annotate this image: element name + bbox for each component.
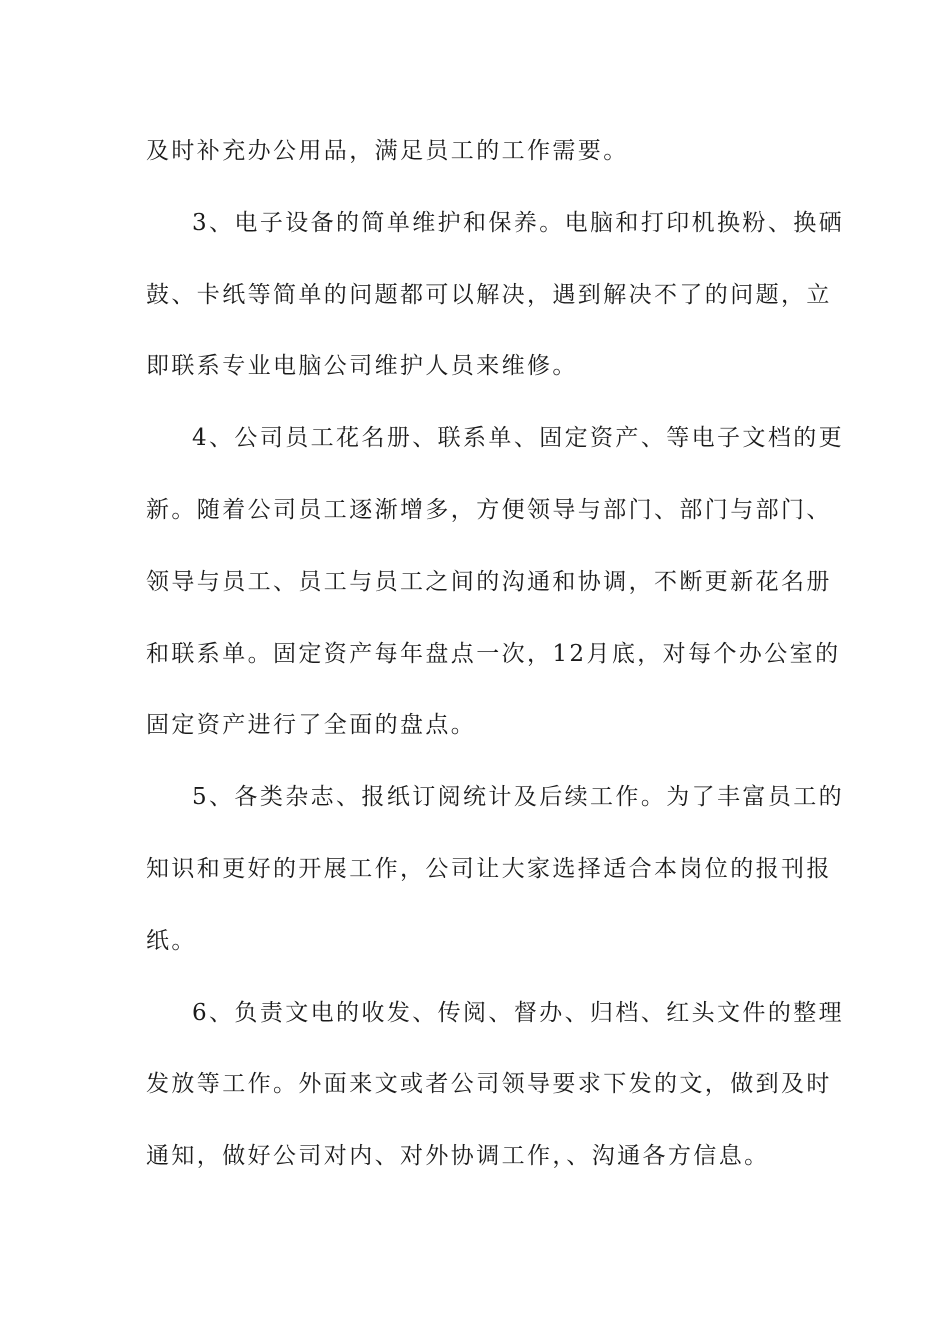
paragraph-line: 知识和更好的开展工作，公司让大家选择适合本岗位的报刊报 — [146, 855, 832, 882]
paragraph-line: 领导与员工、员工与员工之间的沟通和协调，不断更新花名册 — [146, 568, 832, 595]
paragraph-line: 3、电子设备的简单维护和保养。电脑和打印机换粉、换硒 — [192, 209, 845, 236]
document-body — [146, 125, 845, 1202]
paragraph-line: 鼓、卡纸等简单的问题都可以解决，遇到解决不了的问题，立 — [146, 281, 832, 308]
paragraph-line: 纸。 — [146, 927, 197, 954]
paragraph-line: 和联系单。固定资产每年盘点一次，12月底，对每个办公室的 — [146, 640, 841, 667]
paragraph-line: 4、公司员工花名册、联系单、固定资产、等电子文档的更 — [192, 425, 845, 452]
paragraph-line: 通知，做好公司对内、对外协调工作，、沟通各方信息。 — [146, 1143, 770, 1170]
paragraph-line: 发放等工作。外面来文或者公司领导要求下发的文，做到及时 — [146, 1071, 832, 1098]
paragraph-line: 新。随着公司员工逐渐增多，方便领导与部门、部门与部门、 — [146, 496, 832, 523]
paragraph-line: 及时补充办公用品，满足员工的工作需要。 — [146, 138, 629, 164]
paragraph-line: 6、负责文电的收发、传阅、督办、归档、红头文件的整理 — [192, 999, 845, 1026]
paragraph-line: 固定资产进行了全面的盘点。 — [146, 712, 477, 739]
paragraph-line: 5、各类杂志、报纸订阅统计及后续工作。为了丰富员工的 — [192, 784, 845, 811]
paragraph-line: 即联系专业电脑公司维护人员来维修。 — [146, 353, 578, 380]
